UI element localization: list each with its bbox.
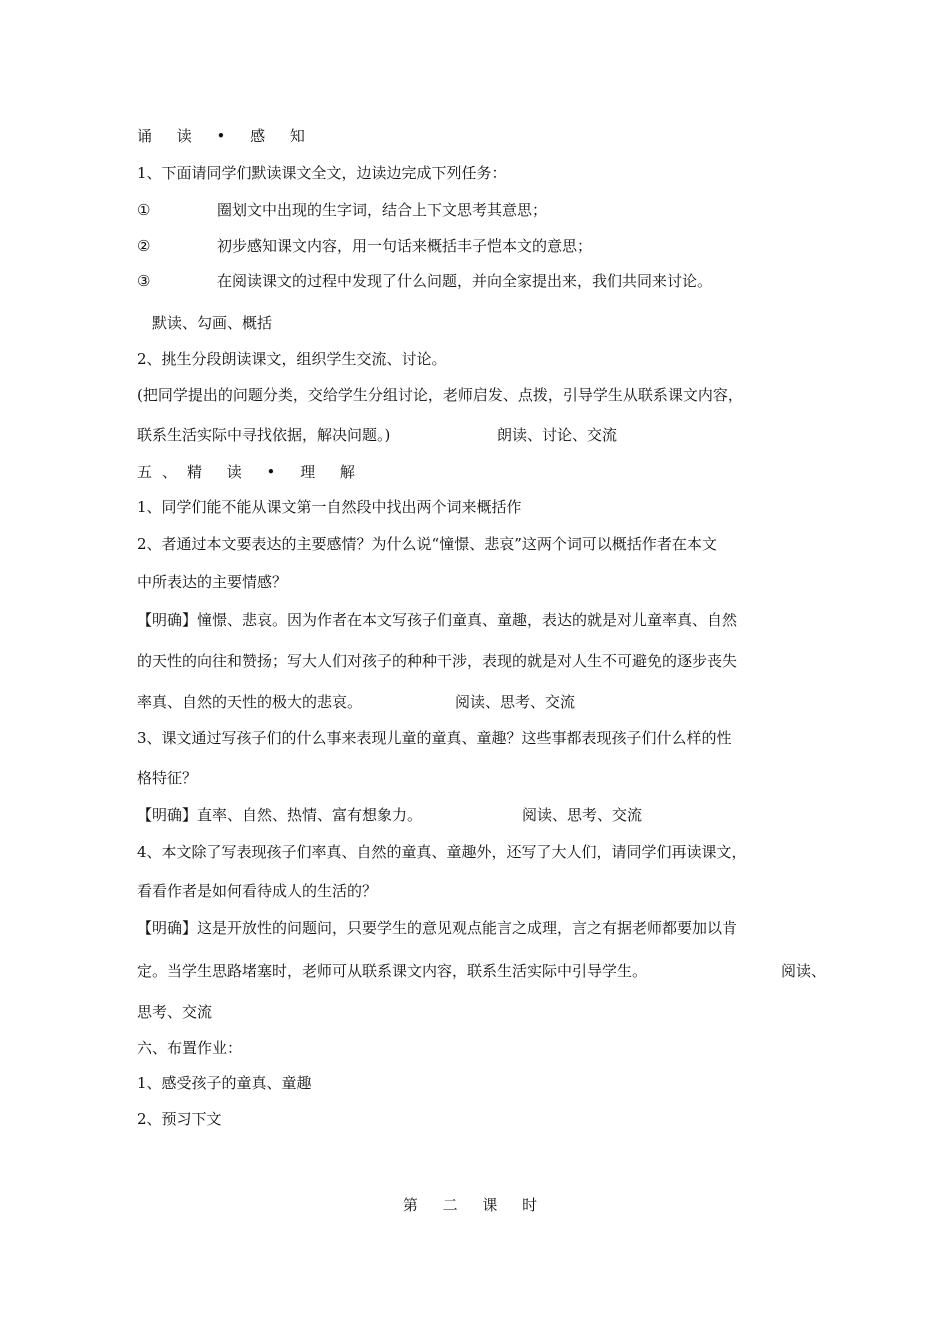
- question-2-line2: 中所表达的主要情感？: [137, 573, 288, 591]
- method-note: 默读、勾画、概括: [152, 314, 273, 332]
- task1-intro: 1、下面请同学们默读课文全文，边读边完成下列任务：: [137, 164, 507, 182]
- task-text: 圈划文中出现的生字词，结合上下文思考其意思；: [217, 201, 548, 219]
- section-heading-recite: 诵 读 • 感 知: [137, 127, 315, 145]
- question-3-line2: 格特征？: [137, 769, 198, 787]
- question-4-line1: 4、本文除了写表现孩子们率真、自然的童真、童趣外，还写了大人们，请同学们再读课文，: [137, 843, 747, 861]
- method-note: 阅读、思考、交流: [522, 806, 643, 824]
- answer-2-line3: 率真、自然的天性的极大的悲哀。: [137, 693, 363, 711]
- section-heading-six: 六、布置作业：: [137, 1039, 243, 1057]
- task-number: ①: [137, 201, 151, 219]
- task2-text: 2、挑生分段朗读课文，组织学生交流、讨论。: [137, 350, 447, 368]
- task2-note-line2: 联系生活实际中寻找依据，解决问题。): [137, 426, 391, 444]
- answer-4-line2: 定。当学生思路堵塞时，老师可从联系课文内容，联系生活实际中引导学生。: [137, 962, 648, 980]
- task2-note-line1: (把同学提出的问题分类，交给学生分组讨论，老师启发、点拨，引导学生从联系课文内容，: [137, 386, 743, 404]
- question-2-line1: 2、者通过本文要表达的主要感情？为什么说“憧憬、悲哀”这两个词可以概括作者在本文: [137, 535, 717, 553]
- task-number: ②: [137, 237, 151, 255]
- homework-item: 2、预习下文: [137, 1110, 222, 1128]
- homework-item: 1、感受孩子的童真、童趣: [137, 1074, 312, 1092]
- task-text: 初步感知课文内容，用一句话来概括丰子恺本文的意思；: [217, 237, 593, 255]
- section-heading-five: 五、精 读 • 理 解: [137, 463, 365, 481]
- task-item: [137, 271, 712, 291]
- question-1: 1、同学们能不能从课文第一自然段中找出两个词来概括作: [137, 498, 522, 516]
- method-note-continued: 思考、交流: [137, 1003, 213, 1021]
- question-4-line2: 看看作者是如何看待成人的生活的？: [137, 882, 378, 900]
- task-text: 在阅读课文的过程中发现了什么问题，并向全家提出来，我们共同来讨论。: [217, 272, 713, 290]
- lesson-title: 第 二 课 时: [402, 1196, 548, 1214]
- answer-4-line1: 【明确】这是开放性的问题问，只要学生的意见观点能言之成理，言之有据老师都要加以肯: [137, 919, 738, 937]
- question-3-line1: 3、课文通过写孩子们的什么事来表现儿童的童真、童趣？这些事都表现孩子们什么样的性: [137, 729, 732, 747]
- method-note: 阅读、: [781, 962, 827, 980]
- task-item: [137, 236, 592, 256]
- answer-3: 【明确】直率、自然、热情、富有想象力。: [137, 806, 423, 824]
- task-number: ③: [137, 272, 151, 290]
- answer-2-line1: 【明确】憧憬、悲哀。因为作者在本文写孩子们童真、童趣，表达的就是对儿童率真、自然: [137, 611, 738, 629]
- method-note: 朗读、讨论、交流: [497, 426, 618, 444]
- answer-2-line2: 的天性的向往和赞扬；写大人们对孩子的种种干涉，表现的就是对人生不可避免的逐步丧失: [137, 652, 738, 670]
- task-item: [137, 200, 547, 220]
- method-note: 阅读、思考、交流: [455, 693, 576, 711]
